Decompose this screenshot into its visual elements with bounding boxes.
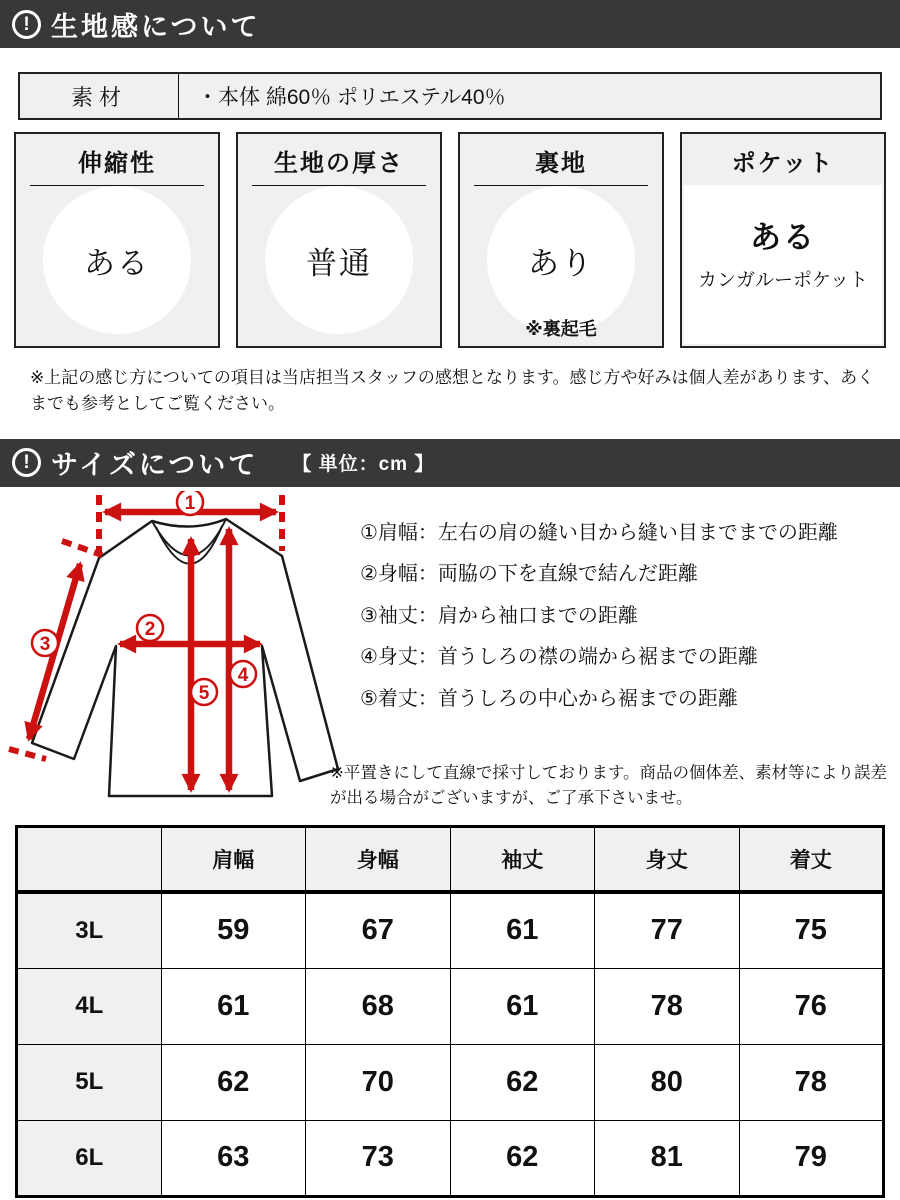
attribute-box-lining (458, 132, 664, 348)
fabric-section-header (0, 0, 900, 48)
guide-dash-sleeve-bottom (9, 749, 46, 759)
measure-definitions-list (360, 513, 838, 721)
size-diagram-area (0, 487, 900, 819)
size-cell: 67 (306, 892, 451, 968)
size-cell: 61 (450, 892, 595, 968)
size-cell: 81 (595, 1120, 740, 1196)
svg-text:5: 5 (198, 682, 210, 704)
size-cell: 61 (450, 968, 595, 1044)
alert-icon (12, 448, 41, 477)
attribute-value: ある (750, 219, 816, 255)
table-row (17, 1044, 884, 1120)
shirt-outline (32, 519, 338, 796)
measurement-note: ※平置きにして直線で採寸しております。商品の個体差、素材等により誤差が出る場合がございますが、ご了承下さいませ。 (330, 763, 888, 808)
attribute-value: ある (84, 245, 150, 281)
column-header-shoulder: 肩幅 (161, 826, 306, 892)
fabric-attribute-boxes (14, 132, 886, 348)
measure-definition: ③袖丈：肩から袖口までの距離 (360, 604, 638, 627)
shirt-measurement-diagram (4, 491, 340, 815)
alert-icon-glyph: ! (23, 452, 30, 474)
svg-text:4: 4 (237, 664, 249, 686)
alert-icon (12, 10, 41, 39)
size-cell: 78 (739, 1044, 884, 1120)
measure-definition: ①肩幅：左右の肩の縫い目から縫い目までまでの距離 (360, 521, 838, 544)
size-row-label: 5L (17, 1044, 162, 1120)
attribute-box-thickness (236, 132, 442, 348)
size-cell: 79 (739, 1120, 884, 1196)
size-cell: 73 (306, 1120, 451, 1196)
size-section-header (0, 439, 900, 487)
attribute-box-stretch (14, 132, 220, 348)
attribute-label: 伸縮性 (30, 143, 204, 186)
size-cell: 62 (450, 1044, 595, 1120)
size-section-title: サイズについて (51, 450, 259, 481)
column-header-sleeve: 袖丈 (450, 826, 595, 892)
diagram-number-1 (177, 491, 203, 515)
table-row (17, 1120, 884, 1196)
alert-icon-glyph: ! (23, 13, 30, 35)
size-cell: 62 (161, 1044, 306, 1120)
size-table (15, 825, 885, 1198)
table-header-row (17, 826, 884, 892)
measure-definition: ②身幅：両脇の下を直線で結んだ距離 (360, 563, 698, 586)
size-cell: 70 (306, 1044, 451, 1120)
table-row (17, 968, 884, 1044)
size-cell: 61 (161, 968, 306, 1044)
attribute-label: 裏地 (474, 143, 648, 186)
attribute-value-circle (43, 186, 191, 334)
material-value: ・本体 綿60％ ポリエステル40％ (178, 74, 880, 118)
svg-text:3: 3 (39, 633, 51, 655)
attribute-value: あり (528, 245, 594, 281)
unit-label: 【 単位：cm 】 (292, 454, 435, 476)
attribute-label: ポケット (696, 143, 870, 186)
svg-text:1: 1 (184, 492, 196, 514)
measure-definition: ⑤着丈：首うしろの中心から裾までの距離 (360, 687, 738, 710)
diagram-number-2 (137, 615, 163, 641)
diagram-number-3 (32, 630, 58, 656)
size-cell: 63 (161, 1120, 306, 1196)
column-header-blank (17, 826, 162, 892)
size-cell: 59 (161, 892, 306, 968)
size-cell: 76 (739, 968, 884, 1044)
diagram-number-5 (191, 679, 217, 705)
attribute-value: 普通 (306, 245, 372, 281)
size-row-label: 3L (17, 892, 162, 968)
attribute-value-circle (265, 186, 413, 334)
svg-text:2: 2 (144, 618, 156, 640)
size-table-header (17, 826, 884, 892)
fabric-disclaimer: ※上記の感じ方についての項目は当店担当スタッフの感想となります。感じ方や好みは個人差があります、あくまでも参考としてご覧ください。 (30, 368, 875, 414)
attribute-label: 生地の厚さ (252, 143, 426, 186)
table-row (17, 892, 884, 968)
attribute-box-pocket (680, 132, 886, 348)
size-row-label: 4L (17, 968, 162, 1044)
size-cell: 78 (595, 968, 740, 1044)
size-cell: 75 (739, 892, 884, 968)
attribute-value-circle (487, 186, 635, 334)
size-cell: 68 (306, 968, 451, 1044)
material-label: 素材 (70, 84, 127, 110)
column-header-center-length: 着丈 (739, 826, 884, 892)
attribute-value-panel (684, 185, 882, 344)
size-cell: 80 (595, 1044, 740, 1120)
attribute-note: カンガルーポケット (697, 269, 869, 291)
fabric-section-title: 生地感について (51, 11, 261, 42)
size-cell: 62 (450, 1120, 595, 1196)
size-row-label: 6L (17, 1120, 162, 1196)
material-row (18, 72, 882, 120)
diagram-number-4 (230, 661, 256, 687)
column-header-body-length: 身丈 (595, 826, 740, 892)
size-cell: 77 (595, 892, 740, 968)
measure-definition: ④身丈：首うしろの襟の端から裾までの距離 (360, 646, 758, 669)
column-header-chest: 身幅 (306, 826, 451, 892)
attribute-note: ※裏起毛 (525, 319, 597, 339)
